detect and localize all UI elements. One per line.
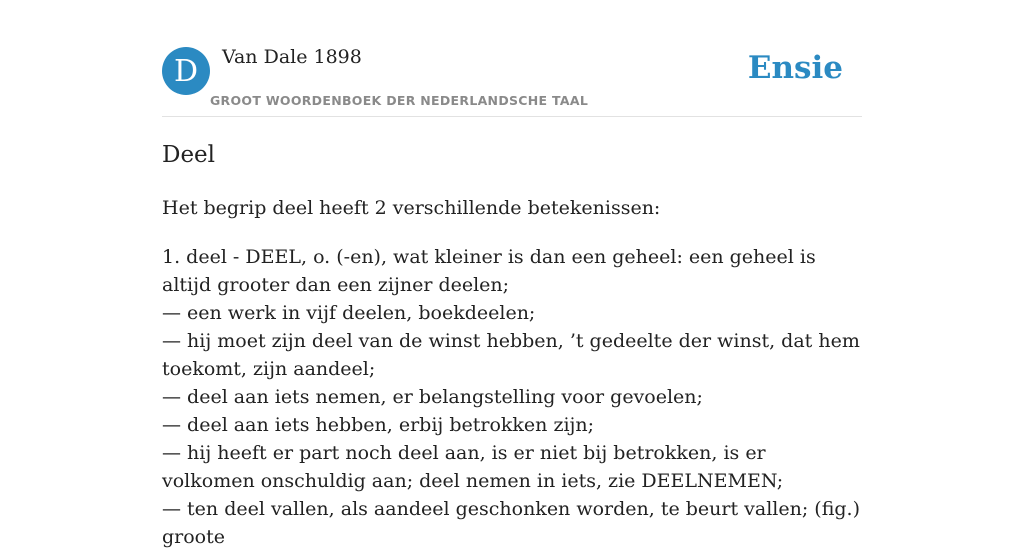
definition-line: — deel aan iets hebben, erbij betrokken zijn;: [162, 414, 595, 436]
page: [162, 0, 862, 551]
definition-line: — deel aan iets nemen, er belangstelling voor gevoelen;: [162, 386, 703, 408]
definition-line: — ten deel vallen, als aandeel geschonken worden, te beurt vallen; (fig.) groote: [162, 498, 860, 548]
site-header: [162, 0, 862, 117]
entry-intro: Het begrip deel heeft 2 verschillende betekenissen:: [162, 197, 661, 219]
definition-line: — een werk in vijf deelen, boekdeelen;: [162, 302, 536, 324]
definition-line: 1. deel - DEEL, o. (-en), wat kleiner is dan een geheel: een geheel is altijd grooter dan een zijner deelen;: [162, 246, 816, 296]
ensie-logo-link[interactable]: Ensie: [747, 50, 843, 86]
definition-line: — hij heeft er part noch deel aan, is er niet bij betrokken, is er volkomen onschuldig aan; deel nemen in iets, zie DEELNEMEN;: [162, 442, 784, 492]
entry-definition: [162, 243, 862, 551]
page-title: Deel: [162, 142, 216, 168]
dictionary-logo[interactable]: D: [162, 47, 210, 95]
definition-line: — hij moet zijn deel van de winst hebben, ’t gedeelte der winst, dat hem toekomt, zijn aandeel;: [162, 330, 860, 380]
dictionary-title[interactable]: Van Dale 1898: [222, 46, 362, 68]
dictionary-subtitle: GROOT WOORDENBOEK DER NEDERLANDSCHE TAAL: [210, 93, 589, 108]
